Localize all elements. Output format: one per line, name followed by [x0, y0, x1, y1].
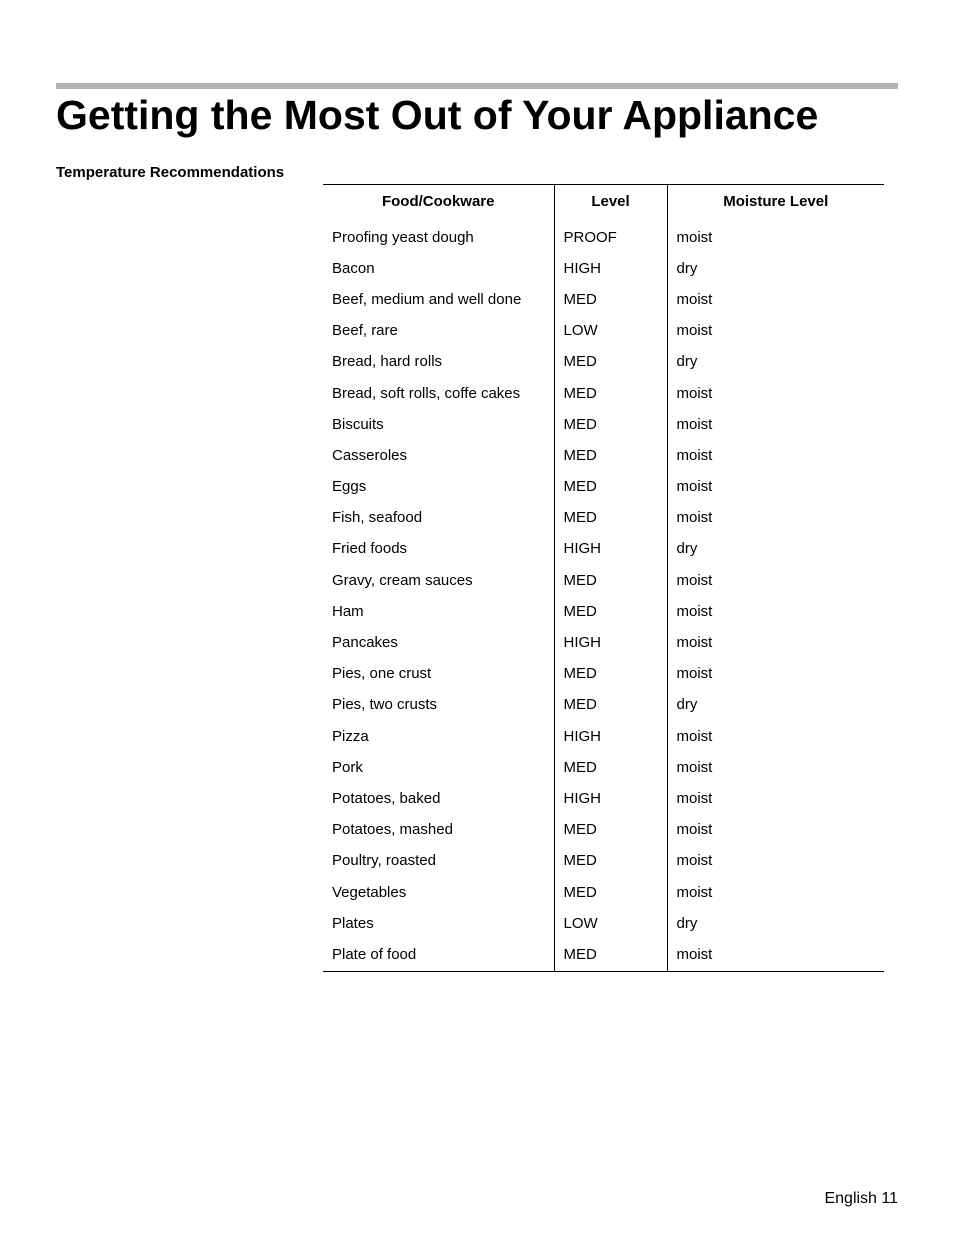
level-cell: MED	[554, 440, 667, 471]
moisture-cell: moist	[667, 409, 884, 440]
moisture-cell: dry	[667, 690, 884, 721]
table-row	[323, 659, 884, 690]
moisture-cell: moist	[667, 284, 884, 315]
table-row	[323, 409, 884, 440]
level-cell: HIGH	[554, 534, 667, 565]
moisture-cell: moist	[667, 846, 884, 877]
level-cell: HIGH	[554, 721, 667, 752]
section-heading: Temperature Recommendations	[56, 164, 285, 181]
table-row	[323, 752, 884, 783]
food-cell: Beef, rare	[332, 322, 398, 340]
level-cell: MED	[554, 503, 667, 534]
table-row	[323, 721, 884, 752]
level-cell: MED	[554, 472, 667, 503]
table-row	[323, 503, 884, 534]
header-food-cookware: Food/Cookware	[381, 192, 495, 210]
food-cell: Gravy, cream sauces	[332, 571, 473, 589]
level-cell: MED	[554, 596, 667, 627]
level-cell: MED	[554, 752, 667, 783]
level-cell: MED	[554, 409, 667, 440]
food-cell: Plate of food	[332, 945, 417, 963]
level-cell: MED	[554, 815, 667, 846]
table-row	[323, 565, 884, 596]
food-cell: Fried foods	[332, 540, 408, 558]
food-cell: Potatoes, baked	[332, 789, 441, 807]
table-body	[323, 218, 884, 971]
food-cell: Vegetables	[332, 883, 407, 901]
moisture-cell: moist	[667, 939, 884, 971]
food-cell: Ham	[332, 602, 364, 620]
food-cell: Pork	[332, 758, 363, 776]
level-cell: MED	[554, 378, 667, 409]
level-cell: HIGH	[554, 783, 667, 814]
level-cell: HIGH	[554, 253, 667, 284]
food-cell: Bread, hard rolls	[332, 353, 443, 371]
page-title: Getting the Most Out of Your Appliance	[56, 92, 819, 138]
food-cell: Bacon	[332, 259, 375, 277]
moisture-cell: moist	[667, 783, 884, 814]
food-cell: Pancakes	[332, 634, 398, 652]
level-cell: MED	[554, 690, 667, 721]
temperature-recommendations-table	[323, 184, 884, 972]
moisture-cell: moist	[667, 316, 884, 347]
table-row	[323, 347, 884, 378]
moisture-cell: moist	[667, 752, 884, 783]
table-header-row	[323, 185, 884, 219]
table-row	[323, 783, 884, 814]
moisture-cell: moist	[667, 565, 884, 596]
food-cell: Pies, two crusts	[332, 696, 438, 714]
moisture-cell: moist	[667, 627, 884, 658]
food-cell: Eggs	[332, 478, 367, 496]
table-row	[323, 877, 884, 908]
food-cell: Fish, seafood	[332, 509, 423, 527]
header-level: Level	[554, 185, 667, 219]
food-cell: Pizza	[332, 727, 369, 745]
moisture-cell: moist	[667, 218, 884, 253]
table-row	[323, 534, 884, 565]
food-cell: Beef, medium and well done	[332, 290, 522, 308]
table-row	[323, 596, 884, 627]
header-moisture-level: Moisture Level	[667, 185, 884, 219]
level-cell: MED	[554, 565, 667, 596]
moisture-cell: moist	[667, 440, 884, 471]
level-cell: MED	[554, 939, 667, 971]
table-row	[323, 378, 884, 409]
food-cell: Casseroles	[332, 446, 408, 464]
table-row	[323, 939, 884, 971]
level-cell: MED	[554, 877, 667, 908]
level-cell: LOW	[554, 316, 667, 347]
moisture-cell: moist	[667, 596, 884, 627]
table-row	[323, 627, 884, 658]
table-row	[323, 690, 884, 721]
moisture-cell: moist	[667, 659, 884, 690]
moisture-cell: dry	[667, 908, 884, 939]
moisture-cell: dry	[667, 534, 884, 565]
level-cell: MED	[554, 284, 667, 315]
food-cell: Biscuits	[332, 415, 384, 433]
food-cell: Bread, soft rolls, coffe cakes	[332, 384, 521, 402]
moisture-cell: moist	[667, 503, 884, 534]
table-row	[323, 316, 884, 347]
moisture-cell: moist	[667, 378, 884, 409]
food-cell: Plates	[332, 914, 374, 932]
food-cell: Proofing yeast dough	[332, 228, 474, 246]
level-cell: PROOF	[554, 218, 667, 253]
moisture-cell: dry	[667, 253, 884, 284]
page-footer: English 11	[824, 1190, 898, 1207]
moisture-cell: moist	[667, 877, 884, 908]
food-cell: Pies, one crust	[332, 665, 432, 683]
moisture-cell: moist	[667, 815, 884, 846]
table-row	[323, 815, 884, 846]
level-cell: MED	[554, 846, 667, 877]
level-cell: LOW	[554, 908, 667, 939]
moisture-cell: moist	[667, 472, 884, 503]
table-row	[323, 218, 884, 253]
level-cell: HIGH	[554, 627, 667, 658]
table-row	[323, 440, 884, 471]
food-cell: Poultry, roasted	[332, 852, 436, 870]
food-cell: Potatoes, mashed	[332, 821, 453, 839]
table-row	[323, 284, 884, 315]
table-row	[323, 908, 884, 939]
level-cell: MED	[554, 347, 667, 378]
table-row	[323, 253, 884, 284]
table-row	[323, 472, 884, 503]
moisture-cell: dry	[667, 347, 884, 378]
moisture-cell: moist	[667, 721, 884, 752]
table-row	[323, 846, 884, 877]
level-cell: MED	[554, 659, 667, 690]
